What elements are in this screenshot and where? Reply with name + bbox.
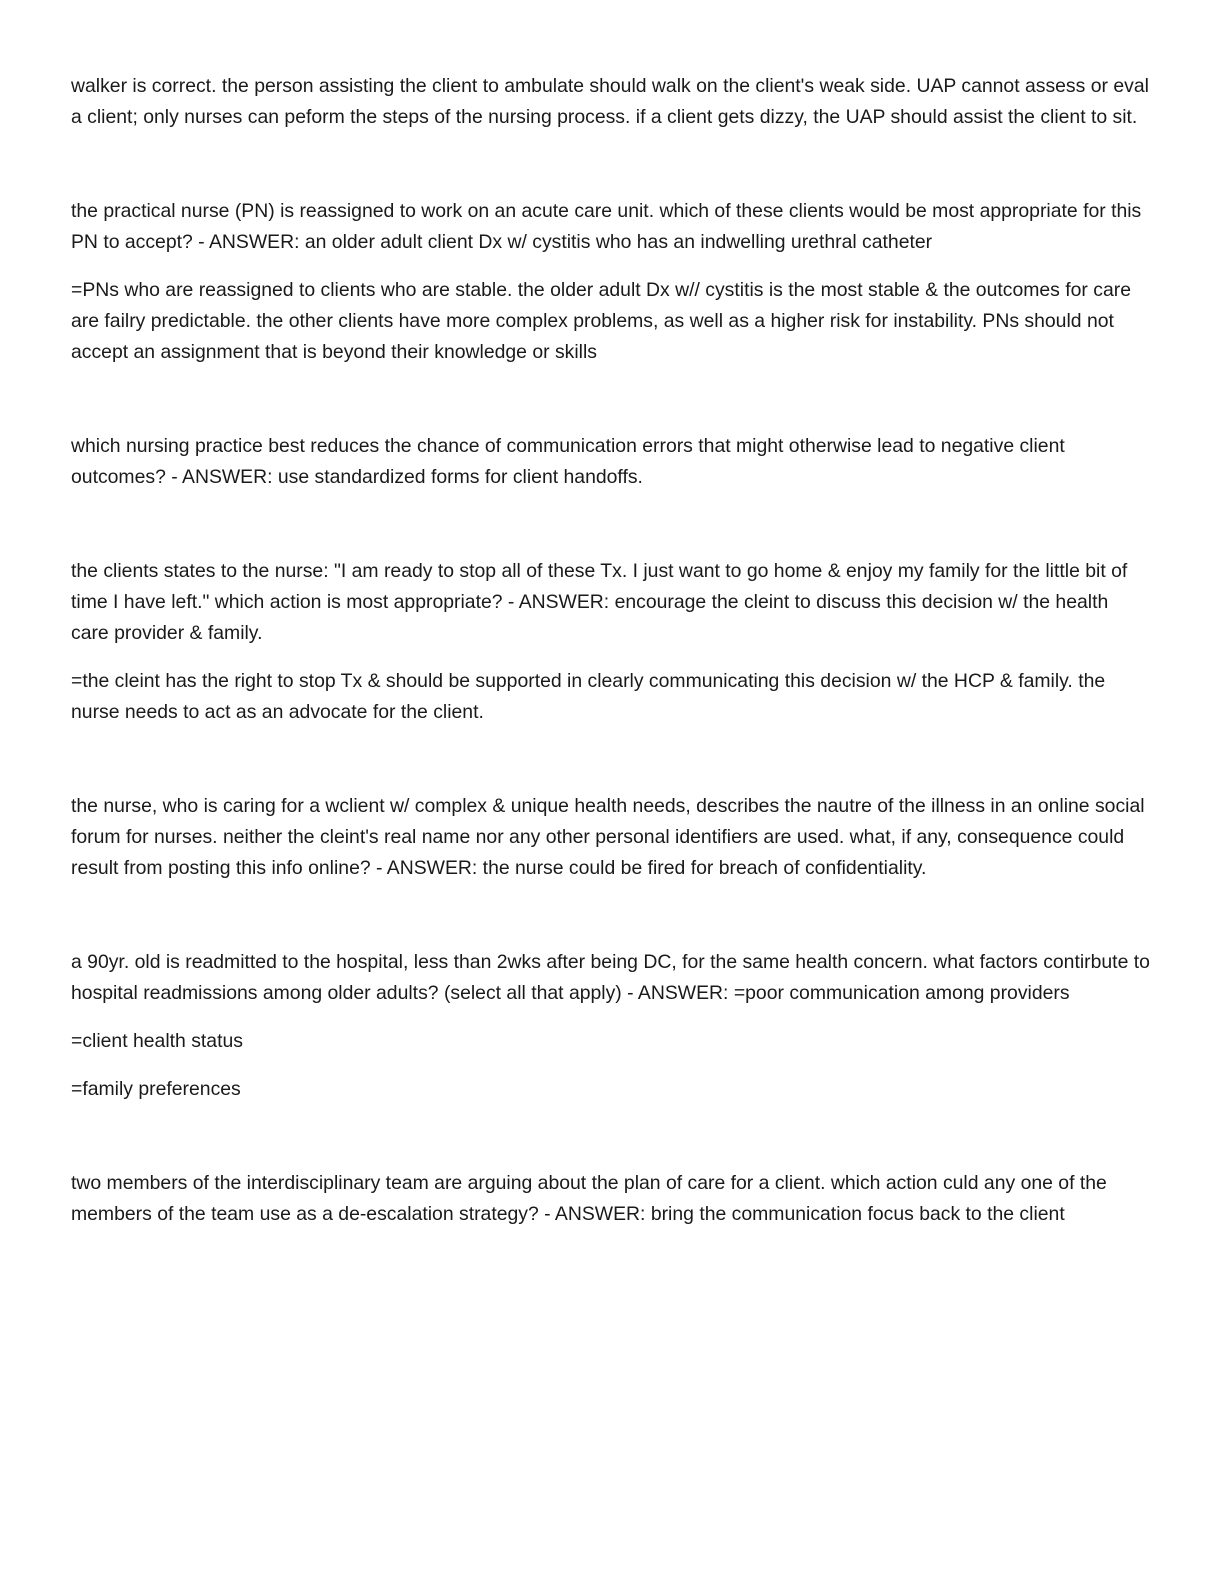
section-gap [71, 150, 1151, 196]
paragraph-pn-question: the practical nurse (PN) is reassigned to work on an acute care unit. which of these clients would be most appropriate for this PN to accept? - ANSWER: an older adult client Dx w/ cystitis who has an indwelling urethral catheter [71, 200, 1142, 253]
paragraph-stop-tx-rationale: =the cleint has the right to stop Tx & should be supported in clearly communicating this decision w/ the HCP & family. the nurse needs to act as an advocate for the client. [71, 670, 1106, 723]
paragraph-readmission-question: a 90yr. old is readmitted to the hospital, less than 2wks after being DC, for the same health concern. what factors contirbute to hospital readmissions among older adults? (select all that apply) - ANSWER: =poor communication among providers [71, 951, 1150, 1004]
section-gap [71, 745, 1151, 791]
section-gap [71, 901, 1151, 947]
paragraph-walker-explanation: walker is correct. the person assisting the client to ambulate should walk on the client's weak side. UAP cannot assess or eval a client; only nurses can peform the steps of the nursing process. if a client gets dizzy, the UAP should assist the client to sit. [71, 75, 1149, 128]
paragraph-readmission-answer-3: =family preferences [71, 1078, 241, 1100]
section-gap [71, 510, 1151, 556]
section-gap [71, 1122, 1151, 1168]
paragraph-confidentiality-question: the nurse, who is caring for a wclient w/ complex & unique health needs, describes the nautre of the illness in an online social forum for nurses. neither the cleint's real name nor any other personal identifiers are used. what, if any, consequence could result from posting this info online? - ANSWER: the nurse could be fired for breach of confidentiality. [71, 795, 1145, 879]
document-body [71, 71, 1151, 1247]
paragraph-readmission-answer-2: =client health status [71, 1030, 243, 1052]
paragraph-communication-question: which nursing practice best reduces the chance of communication errors that might otherwise lead to negative client outcomes? - ANSWER: use standardized forms for client handoffs. [71, 435, 1065, 488]
paragraph-pn-rationale: =PNs who are reassigned to clients who are stable. the older adult Dx w// cystitis is the most stable & the outcomes for care are failry predictable. the other clients have more complex problems, as well as a higher risk for instability. PNs should not accept an assignment that is beyond their knowledge or skills [71, 279, 1131, 363]
section-gap [71, 385, 1151, 431]
paragraph-deescalation-question: two members of the interdisciplinary team are arguing about the plan of care for a client. which action culd any one of the members of the team use as a de-escalation strategy? - ANSWER: bring the communication focus back to the client [71, 1172, 1107, 1225]
paragraph-stop-tx-question: the clients states to the nurse: "I am ready to stop all of these Tx. I just want to go home & enjoy my family for the little bit of time I have left." which action is most appropriate? - ANSWER: encourage the cleint to discuss this decision w/ the health care provider & family. [71, 560, 1128, 644]
